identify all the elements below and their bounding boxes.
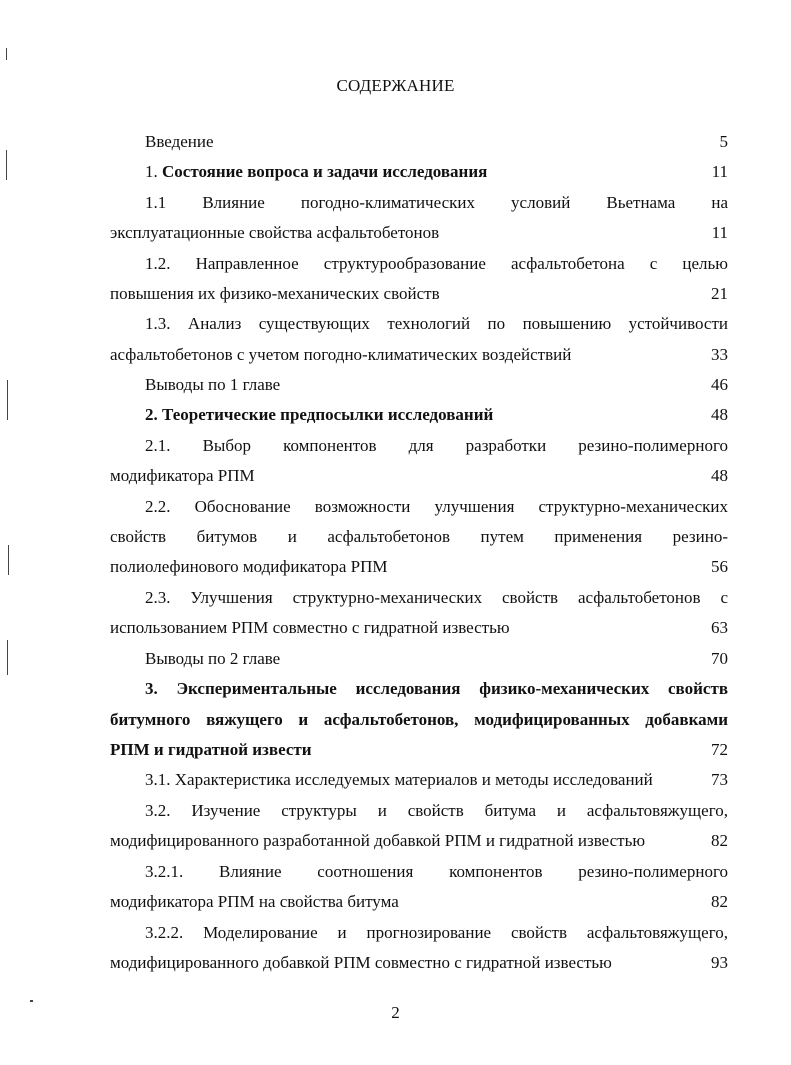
toc-entry-3-2-2-line2: модифицированного добавкой РПМ совместно с гидратной известью 93	[110, 953, 728, 972]
scan-mark	[8, 545, 9, 575]
toc-entry-conclusions-2: Выводы по 2 главе 70	[145, 649, 728, 668]
toc-entry-1-1-line1: 1.1 Влияние погодно-климатических условий Вьетнама на	[145, 193, 728, 212]
toc-page-number: 5	[719, 132, 728, 151]
page-number: 2	[391, 1003, 400, 1022]
toc-entry-introduction: Введение 5	[145, 132, 728, 151]
toc-entry-1-1-line2: эксплуатационные свойства асфальтобетонов 11	[110, 223, 728, 242]
toc-entry-2-2-line2: свойств битумов и асфальтобетонов путем применения резино-	[110, 527, 728, 546]
page-title: СОДЕРЖАНИЕ	[336, 76, 455, 95]
toc-entry-chapter-3-line1: 3. Экспериментальные исследования физико-механических свойств	[145, 679, 728, 698]
toc-entry-2-2-line1: 2.2. Обоснование возможности улучшения структурно-механических	[145, 497, 728, 516]
toc-entry-1-3-line2: асфальтобетонов с учетом погодно-климатических воздействий 33	[110, 345, 728, 364]
toc-entry-2-3-line2: использованием РПМ совместно с гидратной известью 63	[110, 618, 728, 637]
toc-entry-chapter-1: 1. Состояние вопроса и задачи исследования 11	[145, 162, 728, 181]
toc-entry-1-2-line1: 1.2. Направленное структурообразование асфальтобетона с целью	[145, 254, 728, 273]
toc-page-number: 46	[711, 375, 728, 394]
toc-page-number: 82	[711, 892, 728, 911]
toc-page-number: 56	[711, 557, 728, 576]
toc-entry-3-2-1-line2: модификатора РПМ на свойства битума 82	[110, 892, 728, 911]
toc-page-number: 73	[711, 770, 728, 789]
scan-mark	[6, 48, 7, 60]
toc-entry-3-2-1-line1: 3.2.1. Влияние соотношения компонентов резино-полимерного	[145, 862, 728, 881]
toc-entry-chapter-2: 2. Теоретические предпосылки исследований 48	[145, 405, 728, 424]
toc-entry-conclusions-1: Выводы по 1 главе 46	[145, 375, 728, 394]
toc-entry-1-2-line2: повышения их физико-механических свойств 21	[110, 284, 728, 303]
toc-page-number: 48	[711, 405, 728, 424]
toc-page-number: 48	[711, 466, 728, 485]
toc-page-number: 11	[711, 162, 728, 181]
toc-entry-1-3-line1: 1.3. Анализ существующих технологий по повышению устойчивости	[145, 314, 728, 333]
toc-entry-chapter-3-line2: битумного вяжущего и асфальтобетонов, модифицированных добавками	[110, 710, 728, 729]
toc-page-number: 33	[711, 345, 728, 364]
toc-entry-2-3-line1: 2.3. Улучшения структурно-механических свойств асфальтобетонов с	[145, 588, 728, 607]
scan-mark	[30, 1000, 33, 1002]
toc-entry-chapter-3-line3: РПМ и гидратной извести 72	[110, 740, 728, 759]
toc-page-number: 11	[711, 223, 728, 242]
toc-page-number: 63	[711, 618, 728, 637]
scan-mark	[7, 380, 8, 420]
scan-mark	[7, 640, 8, 675]
scan-mark	[6, 150, 7, 180]
toc-page-number: 21	[711, 284, 728, 303]
toc-page-number: 70	[711, 649, 728, 668]
toc-entry-3-2-2-line1: 3.2.2. Моделирование и прогнозирование свойств асфальтовяжущего,	[145, 923, 728, 942]
toc-page-number: 93	[711, 953, 728, 972]
toc-entry-2-2-line3: полиолефинового модификатора РПМ 56	[110, 557, 728, 576]
toc-page-number: 82	[711, 831, 728, 850]
toc-entry-2-1-line2: модификатора РПМ 48	[110, 466, 728, 485]
toc-page-number: 72	[711, 740, 728, 759]
toc-entry-3-2-line1: 3.2. Изучение структуры и свойств битума и асфальтовяжущего,	[145, 801, 728, 820]
toc-entry-3-1: 3.1. Характеристика исследуемых материалов и методы исследований 73	[145, 770, 728, 789]
toc-entry-3-2-line2: модифицированного разработанной добавкой РПМ и гидратной известью 82	[110, 831, 728, 850]
toc-entry-2-1-line1: 2.1. Выбор компонентов для разработки резино-полимерного	[145, 436, 728, 455]
